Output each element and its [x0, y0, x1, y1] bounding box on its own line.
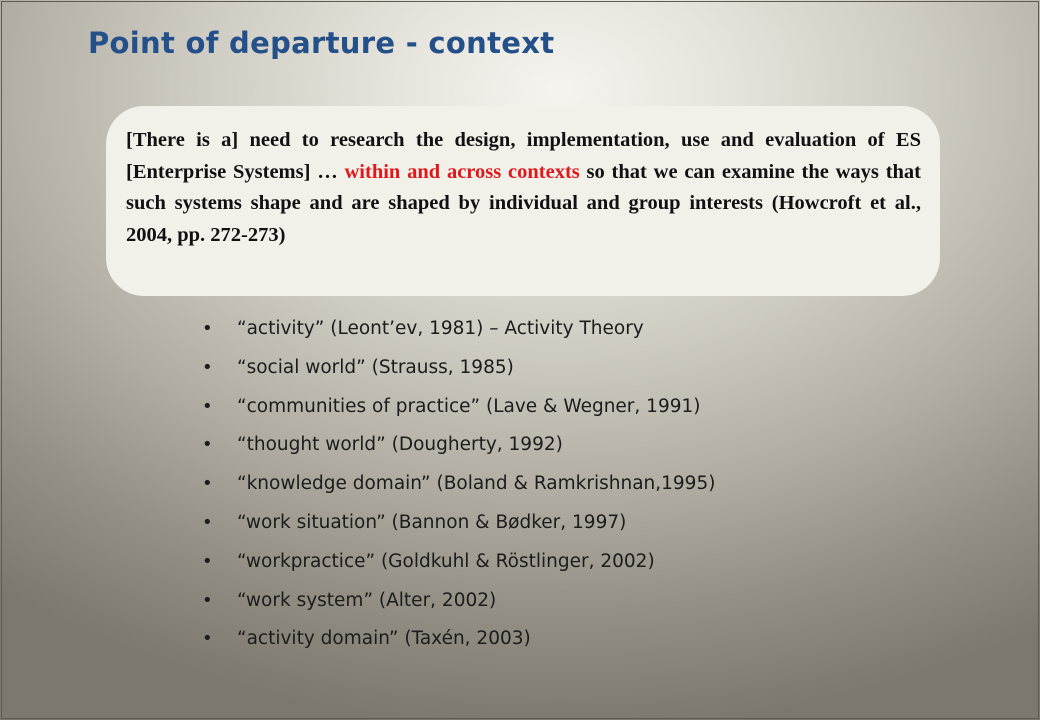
- list-item-text: “workpractice” (Goldkuhl & Röstlinger, 2002): [237, 550, 655, 572]
- list-item: [200, 548, 715, 587]
- list-item: [200, 431, 715, 470]
- list-item-text: “work system” (Alter, 2002): [237, 589, 497, 611]
- list-item: [200, 393, 715, 432]
- bullet-icon: •: [202, 356, 213, 378]
- list-item-text: “social world” (Strauss, 1985): [237, 356, 514, 378]
- quote-text: [126, 125, 921, 251]
- list-item-text: “knowledge domain” (Boland & Ramkrishnan,1995): [237, 473, 716, 495]
- quote-text-end: so that we can examine the ways that such systems shape and are shaped by individual and group interests (Howcroft et al., 2004, pp. 272-273): [126, 160, 921, 246]
- bullet-icon: •: [202, 550, 213, 572]
- list-item-text: “activity domain” (Taxén, 2003): [237, 628, 531, 650]
- bullet-icon: •: [202, 628, 213, 650]
- bullet-icon: •: [202, 511, 213, 533]
- list-item: [200, 587, 715, 626]
- slide-title: Point of departure - context: [88, 26, 555, 60]
- bullet-icon: •: [202, 395, 213, 417]
- list-item-text: “work situation” (Bannon & Bødker, 1997): [237, 511, 627, 533]
- quote-box: [106, 106, 940, 296]
- bullet-icon: •: [202, 589, 213, 611]
- list-item: [200, 625, 715, 664]
- list-item-text: “thought world” (Dougherty, 1992): [237, 434, 563, 456]
- context-concepts-list: [200, 315, 715, 664]
- list-item: [200, 354, 715, 393]
- list-item: [200, 509, 715, 548]
- list-item-text: “communities of practice” (Lave & Wegner, 1991): [237, 395, 701, 417]
- quote-highlight: within and across contexts: [344, 160, 580, 183]
- bullet-icon: •: [202, 318, 213, 339]
- bullet-icon: •: [202, 434, 213, 456]
- bullet-icon: •: [202, 473, 213, 495]
- list-item: [200, 470, 715, 509]
- quote-text-start: [There is a] need to research the design, implementation, use and evaluation of ES [Enterprise Systems] …: [126, 129, 921, 183]
- list-item-text: “activity” (Leont’ev, 1981) – Activity Theory: [237, 318, 644, 339]
- list-item: [200, 315, 715, 354]
